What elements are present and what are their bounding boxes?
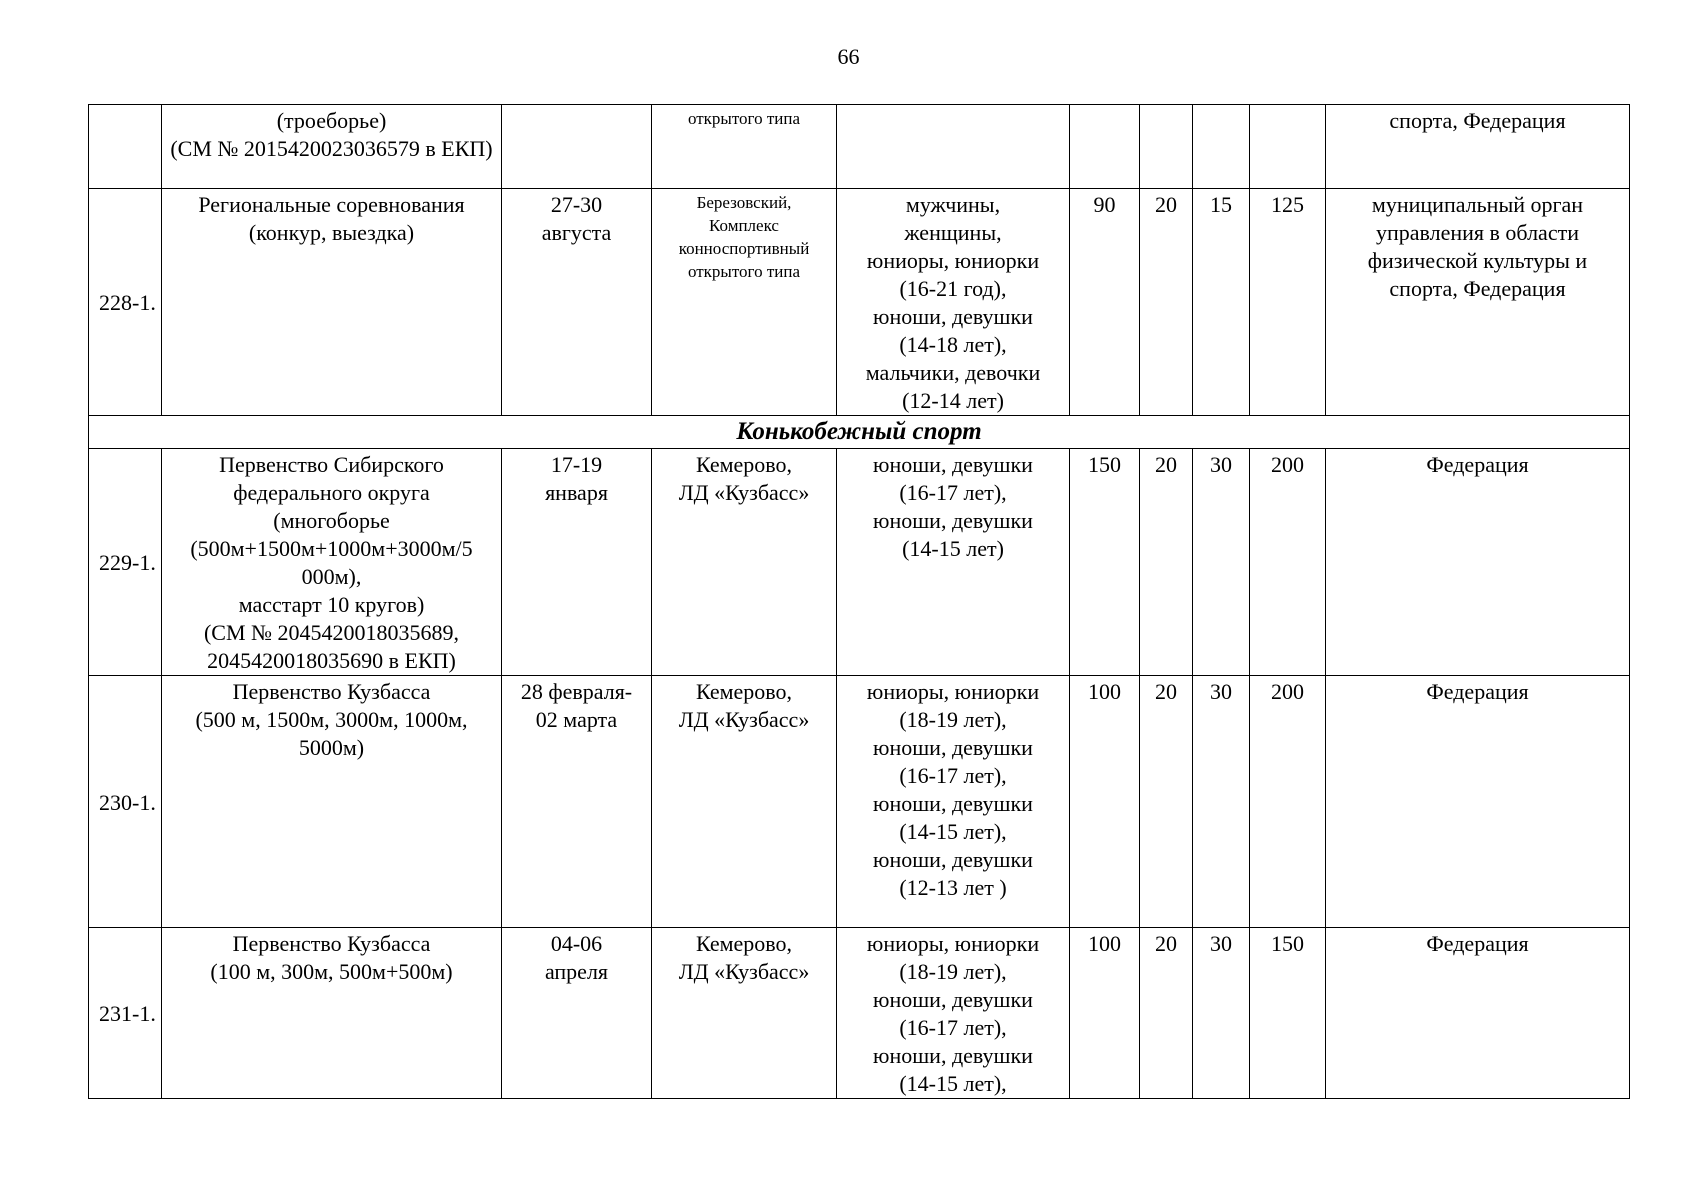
count-2: 20	[1140, 449, 1193, 676]
event-dates: 27-30 августа	[502, 189, 652, 416]
count-total: 125	[1250, 189, 1326, 416]
event-organizer: муниципальный орган управления в области физической культуры и спорта, Федерация	[1326, 189, 1630, 416]
table-row	[89, 928, 1630, 1099]
event-participants: мужчины, женщины, юниоры, юниорки (16-21 год), юноши, девушки (14-18 лет), мальчики, девочки (12-14 лет)	[837, 189, 1070, 416]
section-title: Конькобежный спорт	[89, 416, 1630, 449]
event-organizer: Федерация	[1326, 676, 1630, 928]
event-participants	[837, 105, 1070, 189]
count-total: 200	[1250, 676, 1326, 928]
event-organizer: Федерация	[1326, 928, 1630, 1099]
event-name: Региональные соревнования (конкур, выездка)	[162, 189, 502, 416]
event-participants: юниоры, юниорки (18-19 лет), юноши, девушки (16-17 лет), юноши, девушки (14-15 лет), юноши, девушки (12-13 лет )	[837, 676, 1070, 928]
count-3: 30	[1193, 449, 1250, 676]
event-organizer: спорта, Федерация	[1326, 105, 1630, 189]
table-row	[89, 189, 1630, 416]
events-table	[88, 104, 1630, 1099]
event-name: (троеборье) (СМ № 2015420023036579 в ЕКП)	[162, 105, 502, 189]
event-number: 228-1.	[89, 189, 162, 416]
section-header-row	[89, 416, 1630, 449]
event-dates: 28 февраля- 02 марта	[502, 676, 652, 928]
count-1: 90	[1070, 189, 1140, 416]
count-1	[1070, 105, 1140, 189]
event-venue: Кемерово, ЛД «Кузбасс»	[652, 449, 837, 676]
count-total: 150	[1250, 928, 1326, 1099]
event-venue: Кемерово, ЛД «Кузбасс»	[652, 928, 837, 1099]
table-row	[89, 105, 1630, 189]
count-2: 20	[1140, 928, 1193, 1099]
table-row	[89, 676, 1630, 928]
page-number: 66	[837, 44, 860, 69]
count-3: 30	[1193, 928, 1250, 1099]
event-organizer: Федерация	[1326, 449, 1630, 676]
event-number	[89, 105, 162, 189]
event-dates	[502, 105, 652, 189]
count-3	[1193, 105, 1250, 189]
event-venue: открытого типа	[652, 105, 837, 189]
event-number: 229-1.	[89, 449, 162, 676]
table-row	[89, 449, 1630, 676]
count-2	[1140, 105, 1193, 189]
event-venue: Березовский, Комплекс конноспортивный открытого типа	[652, 189, 837, 416]
count-3: 30	[1193, 676, 1250, 928]
event-name: Первенство Кузбасса (100 м, 300м, 500м+500м)	[162, 928, 502, 1099]
event-participants: юноши, девушки (16-17 лет), юноши, девушки (14-15 лет)	[837, 449, 1070, 676]
event-name: Первенство Сибирского федерального округа (многоборье (500м+1500м+1000м+3000м/5 000м), масстарт 10 кругов) (СМ № 2045420018035689, 2045420018035690 в ЕКП)	[162, 449, 502, 676]
count-1: 150	[1070, 449, 1140, 676]
count-1: 100	[1070, 676, 1140, 928]
event-number: 230-1.	[89, 676, 162, 928]
event-dates: 17-19 января	[502, 449, 652, 676]
event-number: 231-1.	[89, 928, 162, 1099]
count-2: 20	[1140, 189, 1193, 416]
event-venue: Кемерово, ЛД «Кузбасс»	[652, 676, 837, 928]
event-dates: 04-06 апреля	[502, 928, 652, 1099]
count-2: 20	[1140, 676, 1193, 928]
count-total	[1250, 105, 1326, 189]
count-1: 100	[1070, 928, 1140, 1099]
event-name: Первенство Кузбасса (500 м, 1500м, 3000м, 1000м, 5000м)	[162, 676, 502, 928]
count-total: 200	[1250, 449, 1326, 676]
count-3: 15	[1193, 189, 1250, 416]
event-participants: юниоры, юниорки (18-19 лет), юноши, девушки (16-17 лет), юноши, девушки (14-15 лет),	[837, 928, 1070, 1099]
